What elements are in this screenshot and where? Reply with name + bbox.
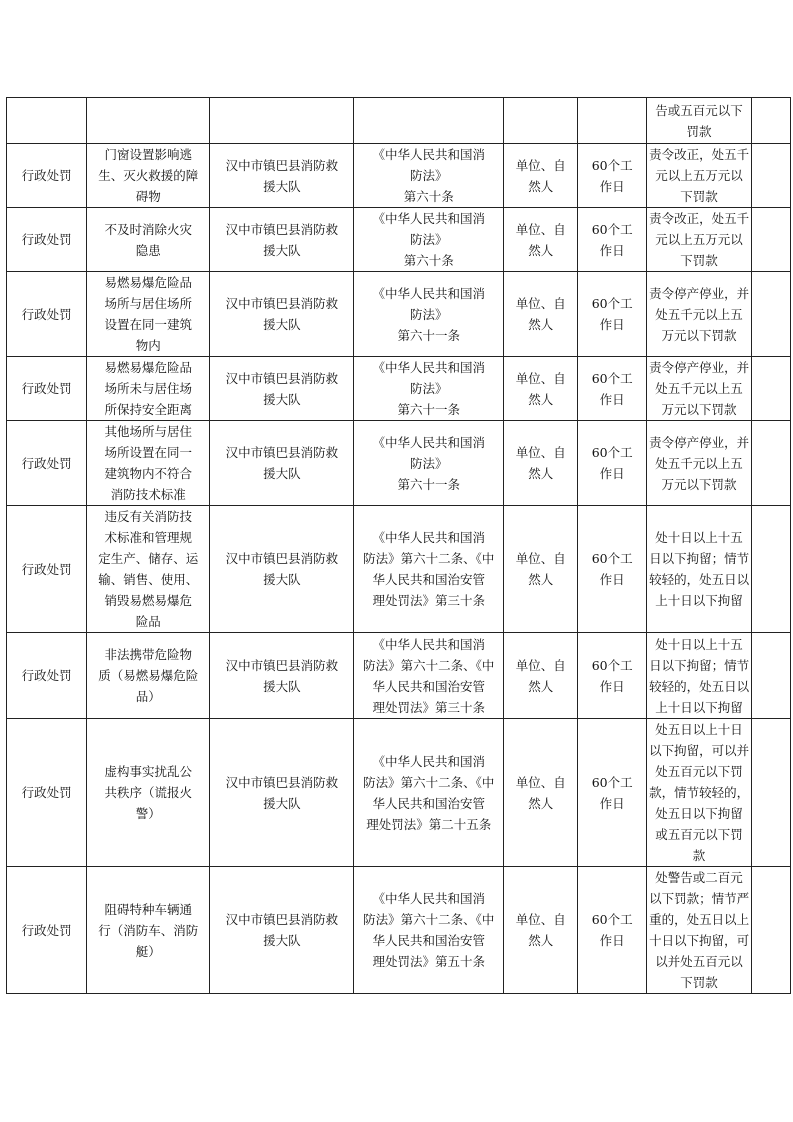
time-limit-line: 60个工 <box>591 221 633 237</box>
legal-basis-line: 第六十条 <box>403 253 454 268</box>
legal-basis-cell <box>354 633 504 719</box>
department-line: 汉中市镇巴县消防救 <box>225 551 339 566</box>
item-name-cell <box>87 506 210 633</box>
department-line: 援大队 <box>263 242 301 258</box>
item-name-line: 违反有关消防技 <box>104 509 193 524</box>
time-limit-cell <box>578 421 647 506</box>
penalty-line: 下罚款 <box>680 253 718 268</box>
subject-line: 然人 <box>528 795 554 811</box>
time-limit-line: 作日 <box>599 317 625 332</box>
department-cell <box>210 719 354 867</box>
department-line: 汉中市镇巴县消防救 <box>225 296 339 311</box>
penalty-line: 或五百元以下罚 <box>655 827 743 842</box>
department-cell <box>210 98 354 144</box>
department-line: 汉中市镇巴县消防救 <box>225 774 339 790</box>
penalty-line: 处五百元以下罚 <box>655 764 743 779</box>
penalty-line: 处五日以上十日 <box>655 722 743 737</box>
department-cell <box>210 421 354 506</box>
category-cell: 行政处罚 <box>7 357 87 421</box>
category-cell: 行政处罚 <box>7 867 87 994</box>
item-name-line: 场所设置在同一 <box>104 445 193 460</box>
time-limit-cell <box>578 144 647 208</box>
department-line: 汉中市镇巴县消防救 <box>225 657 339 673</box>
legal-basis-line: 第六十条 <box>403 189 454 204</box>
table-row <box>7 208 791 272</box>
subject-line: 单位、自 <box>515 296 566 311</box>
penalty-line: 重的，处五日以上 <box>649 912 750 927</box>
penalty-cell <box>647 421 752 506</box>
legal-basis-line: 理处罚法》第二十五条 <box>366 816 492 832</box>
subject-cell <box>504 357 578 421</box>
penalty-cell <box>647 272 752 357</box>
item-name-line: 易燃易爆危险品 <box>104 360 193 375</box>
table-row <box>7 633 791 719</box>
note-cell <box>751 867 790 994</box>
item-name-line: 不及时消除火灾 <box>104 221 193 237</box>
note-cell <box>751 719 790 867</box>
table-row <box>7 506 791 633</box>
legal-basis-line: 理处罚法》第五十条 <box>372 954 486 969</box>
subject-cell <box>504 208 578 272</box>
category-cell: 行政处罚 <box>7 421 87 506</box>
penalty-line: 告或五百元以下 <box>655 102 743 118</box>
item-name-cell <box>87 719 210 867</box>
subject-line: 单位、自 <box>515 370 566 386</box>
subject-cell <box>504 272 578 357</box>
penalty-cell <box>647 208 752 272</box>
subject-line: 然人 <box>528 678 554 694</box>
item-name-line: 行（消防车、消防 <box>98 922 199 938</box>
legal-basis-line: 理处罚法》第三十条 <box>372 593 486 608</box>
department-cell <box>210 506 354 633</box>
item-name-line: 其他场所与居住 <box>104 424 193 439</box>
legal-basis-line: 《中华人民共和国消 <box>372 753 486 769</box>
subject-line: 然人 <box>528 933 554 948</box>
subject-line: 然人 <box>528 391 554 407</box>
legal-basis-line: 防法》第六十二条、《中 <box>363 657 495 673</box>
subject-line: 然人 <box>528 178 554 194</box>
item-name-line: 消防技术标准 <box>110 487 186 502</box>
time-limit-line: 作日 <box>599 678 625 694</box>
penalty-line: 处十日以上十五 <box>655 636 743 652</box>
penalty-line: 责令改正，处五千 <box>649 147 750 162</box>
penalty-line: 较轻的，处五日以 <box>649 572 750 587</box>
subject-cell <box>504 421 578 506</box>
item-name-cell <box>87 867 210 994</box>
legal-basis-line: 防法》第六十二条、《中 <box>363 774 495 790</box>
penalty-line: 十日以下拘留，可 <box>649 933 750 948</box>
item-name-cell <box>87 272 210 357</box>
legal-basis-cell <box>354 98 504 144</box>
legal-basis-line: 华人民共和国治安管 <box>372 678 486 694</box>
time-limit-line: 作日 <box>599 242 625 258</box>
subject-cell <box>504 719 578 867</box>
legal-basis-line: 第六十一条 <box>397 327 461 343</box>
table-row <box>7 867 791 994</box>
item-name-line: 定生产、储存、运 <box>98 551 199 566</box>
legal-basis-line: 防法》 <box>410 168 448 183</box>
subject-line: 单位、自 <box>515 912 566 927</box>
department-line: 汉中市镇巴县消防救 <box>225 221 339 237</box>
legal-basis-cell <box>354 144 504 208</box>
note-cell <box>751 506 790 633</box>
department-cell <box>210 867 354 994</box>
legal-basis-line: 《中华人民共和国消 <box>372 891 486 906</box>
item-name-line: 险品 <box>135 614 161 629</box>
legal-basis-line: 《中华人民共和国消 <box>372 530 486 545</box>
legal-basis-line: 华人民共和国治安管 <box>372 933 486 948</box>
time-limit-line: 60个工 <box>591 296 633 311</box>
department-line: 汉中市镇巴县消防救 <box>225 370 339 386</box>
subject-line: 然人 <box>528 242 554 258</box>
time-limit-cell <box>578 98 647 144</box>
legal-basis-line: 防法》 <box>410 455 448 471</box>
time-limit-cell <box>578 272 647 357</box>
time-limit-line: 作日 <box>599 795 625 811</box>
table-row <box>7 98 791 144</box>
category-cell: 行政处罚 <box>7 506 87 633</box>
table-row <box>7 719 791 867</box>
penalty-line: 下罚款 <box>680 189 718 204</box>
time-limit-cell <box>578 357 647 421</box>
penalty-line: 款 <box>692 848 706 863</box>
department-line: 援大队 <box>263 317 301 332</box>
subject-line: 单位、自 <box>515 445 566 460</box>
legal-basis-cell <box>354 357 504 421</box>
penalty-line: 处警告或二百元 <box>655 870 743 885</box>
penalty-line: 万元以下罚款 <box>661 327 737 343</box>
legal-basis-line: 第六十一条 <box>397 402 461 417</box>
note-cell <box>751 357 790 421</box>
penalty-cell <box>647 719 752 867</box>
time-limit-line: 60个工 <box>591 551 633 566</box>
department-cell <box>210 144 354 208</box>
item-name-cell <box>87 98 210 144</box>
time-limit-line: 60个工 <box>591 774 633 790</box>
note-cell <box>751 208 790 272</box>
department-line: 汉中市镇巴县消防救 <box>225 912 339 927</box>
penalty-line: 款，情节较轻的， <box>649 785 750 800</box>
category-cell: 行政处罚 <box>7 144 87 208</box>
penalty-line: 下罚款 <box>680 975 718 990</box>
department-line: 援大队 <box>263 678 301 694</box>
legal-basis-line: 《中华人民共和国消 <box>372 360 486 375</box>
penalty-line: 罚款 <box>686 123 712 139</box>
table-row <box>7 272 791 357</box>
legal-basis-cell <box>354 719 504 867</box>
item-name-line: 阻碍特种车辆通 <box>104 901 193 917</box>
subject-line: 然人 <box>528 466 554 481</box>
item-name-line: 设置在同一建筑 <box>104 317 193 332</box>
legal-basis-line: 《中华人民共和国消 <box>372 434 486 450</box>
item-name-line: 共秩序（谎报火 <box>104 785 193 800</box>
note-cell <box>751 272 790 357</box>
note-cell <box>751 421 790 506</box>
penalty-cell <box>647 867 752 994</box>
subject-line: 单位、自 <box>515 657 566 673</box>
time-limit-line: 60个工 <box>591 912 633 927</box>
category-cell: 行政处罚 <box>7 208 87 272</box>
item-name-cell <box>87 633 210 719</box>
legal-basis-line: 华人民共和国治安管 <box>372 572 486 587</box>
legal-basis-line: 防法》 <box>410 306 448 322</box>
legal-basis-line: 防法》 <box>410 381 448 396</box>
table-row <box>7 357 791 421</box>
category-cell: 行政处罚 <box>7 633 87 719</box>
legal-basis-cell <box>354 421 504 506</box>
legal-basis-line: 《中华人民共和国消 <box>372 211 486 226</box>
time-limit-cell <box>578 208 647 272</box>
table-row <box>7 421 791 506</box>
legal-basis-cell <box>354 208 504 272</box>
time-limit-line: 作日 <box>599 572 625 587</box>
department-line: 援大队 <box>263 572 301 587</box>
item-name-line: 品） <box>135 689 161 704</box>
penalty-line: 上十日以下拘留 <box>655 699 743 715</box>
table-row <box>7 144 791 208</box>
item-name-line: 门窗设置影响逃 <box>104 147 193 162</box>
penalty-line: 处五千元以上五 <box>655 381 743 396</box>
legal-basis-line: 《中华人民共和国消 <box>372 147 486 162</box>
department-line: 援大队 <box>263 391 301 407</box>
subject-line: 单位、自 <box>515 551 566 566</box>
note-cell <box>751 144 790 208</box>
item-name-line: 输、销售、使用、 <box>98 572 199 587</box>
time-limit-line: 作日 <box>599 933 625 948</box>
penalty-line: 日以下拘留；情节 <box>649 551 750 566</box>
penalty-line: 处五日以下拘留 <box>655 806 743 821</box>
subject-line: 然人 <box>528 572 554 587</box>
item-name-cell <box>87 144 210 208</box>
item-name-line: 场所未与居住场 <box>104 381 193 396</box>
time-limit-cell <box>578 633 647 719</box>
subject-cell <box>504 867 578 994</box>
note-cell <box>751 633 790 719</box>
time-limit-line: 作日 <box>599 466 625 481</box>
item-name-line: 质（易燃易爆危险 <box>98 668 199 683</box>
department-line: 汉中市镇巴县消防救 <box>225 157 339 173</box>
legal-basis-cell <box>354 506 504 633</box>
penalty-line: 处五千元以上五 <box>655 455 743 471</box>
penalty-cell <box>647 506 752 633</box>
category-cell: 行政处罚 <box>7 719 87 867</box>
penalty-line: 元以上五万元以 <box>655 168 743 183</box>
department-cell <box>210 357 354 421</box>
time-limit-cell <box>578 867 647 994</box>
penalty-line: 万元以下罚款 <box>661 476 737 492</box>
item-name-line: 建筑物内不符合 <box>104 466 193 481</box>
legal-basis-line: 《中华人民共和国消 <box>372 636 486 652</box>
penalty-line: 以并处五百元以 <box>655 954 743 969</box>
time-limit-line: 60个工 <box>591 370 633 386</box>
item-name-cell <box>87 357 210 421</box>
penalty-line: 责令改正，处五千 <box>649 211 750 226</box>
penalty-table <box>6 97 791 994</box>
penalty-cell <box>647 144 752 208</box>
penalty-line: 元以上五万元以 <box>655 232 743 247</box>
penalty-line: 较轻的，处五日以 <box>649 678 750 694</box>
item-name-line: 碍物 <box>135 189 161 204</box>
penalty-line: 上十日以下拘留 <box>655 593 743 608</box>
time-limit-line: 60个工 <box>591 157 633 173</box>
subject-cell <box>504 506 578 633</box>
time-limit-line: 60个工 <box>591 445 633 460</box>
penalty-line: 责令停产停业，并 <box>649 360 750 375</box>
penalty-line: 以下拘留，可以并 <box>649 743 750 758</box>
time-limit-line: 作日 <box>599 178 625 194</box>
item-name-line: 场所与居住场所 <box>104 296 193 311</box>
subject-cell <box>504 98 578 144</box>
item-name-line: 术标准和管理规 <box>104 530 193 545</box>
penalty-line: 日以下拘留；情节 <box>649 657 750 673</box>
subject-line: 单位、自 <box>515 157 566 173</box>
category-cell <box>7 98 87 144</box>
legal-basis-line: 防法》第六十二条、《中 <box>363 912 495 927</box>
item-name-line: 虚构事实扰乱公 <box>104 764 193 779</box>
subject-line: 单位、自 <box>515 221 566 237</box>
penalty-cell <box>647 357 752 421</box>
penalty-line: 责令停产停业，并 <box>649 434 750 450</box>
legal-basis-cell <box>354 272 504 357</box>
item-name-line: 警） <box>135 806 161 821</box>
item-name-cell <box>87 208 210 272</box>
department-line: 援大队 <box>263 466 301 481</box>
penalty-line: 处十日以上十五 <box>655 530 743 545</box>
note-cell <box>751 98 790 144</box>
legal-basis-line: 防法》第六十二条、《中 <box>363 551 495 566</box>
department-line: 援大队 <box>263 795 301 811</box>
subject-cell <box>504 633 578 719</box>
penalty-cell <box>647 633 752 719</box>
department-cell <box>210 208 354 272</box>
department-cell <box>210 272 354 357</box>
department-line: 汉中市镇巴县消防救 <box>225 445 339 460</box>
time-limit-cell <box>578 506 647 633</box>
penalty-line: 处五千元以上五 <box>655 306 743 322</box>
legal-basis-line: 理处罚法》第三十条 <box>372 699 486 715</box>
item-name-line: 销毁易燃易爆危 <box>104 593 193 608</box>
item-name-line: 易燃易爆危险品 <box>104 275 193 290</box>
penalty-cell <box>647 98 752 144</box>
item-name-line: 所保持安全距离 <box>104 402 193 417</box>
item-name-line: 物内 <box>135 338 161 353</box>
legal-basis-cell <box>354 867 504 994</box>
item-name-line: 隐患 <box>135 242 161 258</box>
time-limit-line: 作日 <box>599 391 625 407</box>
penalty-line: 责令停产停业，并 <box>649 285 750 301</box>
table-body <box>7 98 791 994</box>
item-name-line: 艇） <box>135 943 161 959</box>
item-name-cell <box>87 421 210 506</box>
legal-basis-line: 第六十一条 <box>397 476 461 492</box>
item-name-line: 非法携带危险物 <box>104 647 193 662</box>
penalty-line: 万元以下罚款 <box>661 402 737 417</box>
penalty-line: 以下罚款；情节严 <box>649 891 750 906</box>
subject-line: 单位、自 <box>515 774 566 790</box>
item-name-line: 生、灭火救援的障 <box>98 168 199 183</box>
time-limit-line: 60个工 <box>591 657 633 673</box>
subject-line: 然人 <box>528 317 554 332</box>
department-line: 援大队 <box>263 178 301 194</box>
legal-basis-line: 华人民共和国治安管 <box>372 795 486 811</box>
time-limit-cell <box>578 719 647 867</box>
department-line: 援大队 <box>263 933 301 948</box>
department-cell <box>210 633 354 719</box>
legal-basis-line: 防法》 <box>410 232 448 247</box>
legal-basis-line: 《中华人民共和国消 <box>372 285 486 301</box>
category-cell: 行政处罚 <box>7 272 87 357</box>
subject-cell <box>504 144 578 208</box>
